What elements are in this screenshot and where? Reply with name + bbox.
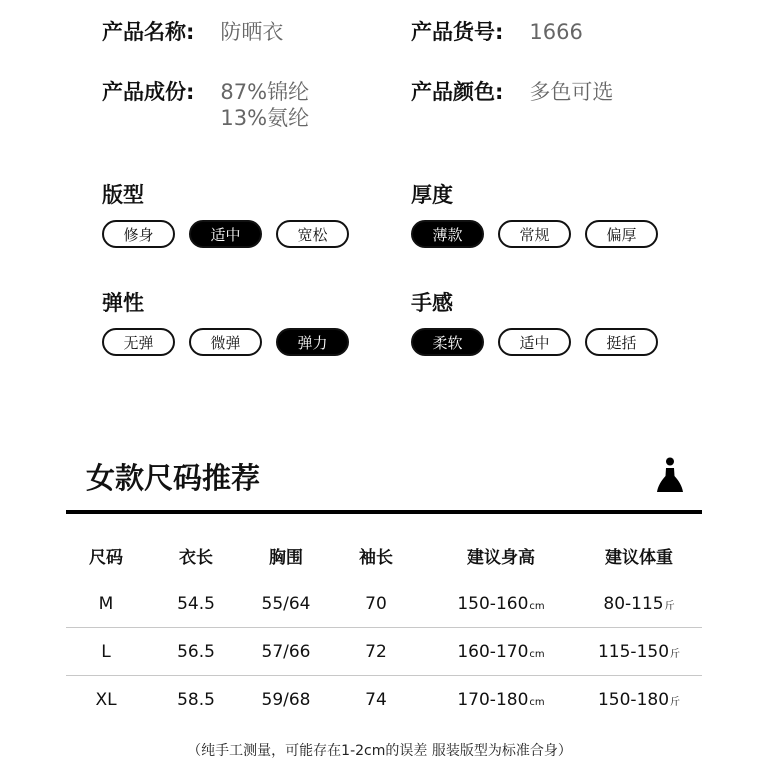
cell-size: XL	[95, 690, 117, 710]
cell-length: 58.5	[177, 690, 215, 710]
attr-option[interactable]: 挺括	[585, 328, 658, 356]
column-header: 袖长	[359, 547, 393, 568]
height-value: 160-170	[457, 641, 529, 662]
cell-length: 56.5	[177, 641, 215, 662]
attr-hand-feel	[411, 290, 658, 356]
cell-weight	[576, 642, 702, 662]
attr-option[interactable]: 常规	[498, 220, 571, 248]
height-unit: cm	[529, 648, 545, 660]
cell-size: M	[98, 593, 114, 614]
cell-weight	[576, 690, 702, 710]
table-row	[66, 580, 702, 628]
attr-title: 弹性	[102, 291, 144, 315]
info-value: 多色可选	[529, 80, 614, 104]
attr-option[interactable]: 宽松	[276, 220, 349, 248]
info-value: 87%锦纶	[220, 80, 310, 104]
attr-title: 手感	[411, 291, 453, 315]
height-value: 170-180	[457, 690, 529, 710]
size-table	[66, 530, 702, 724]
info-value: 防晒衣	[220, 20, 284, 44]
info-product-code	[411, 19, 583, 45]
table-header-row	[66, 530, 702, 580]
attr-option[interactable]: 修身	[102, 220, 175, 248]
info-value: 1666	[529, 20, 583, 44]
height-unit: cm	[529, 697, 545, 708]
info-label: 产品名称:	[102, 20, 195, 44]
attr-option[interactable]: 弹力	[276, 328, 349, 356]
weight-unit: 斤	[670, 648, 681, 660]
column-header: 尺码	[89, 547, 123, 568]
attr-elasticity	[102, 290, 349, 356]
woman-icon	[656, 457, 684, 499]
attr-options	[411, 220, 658, 248]
attr-options	[411, 328, 658, 356]
attr-option[interactable]: 适中	[189, 220, 262, 248]
info-label: 产品颜色:	[411, 80, 504, 104]
cell-height	[426, 690, 576, 710]
info-composition	[102, 79, 309, 131]
info-value: 13%氨纶	[220, 106, 310, 130]
attr-options	[102, 220, 349, 248]
cell-chest: 55/64	[261, 593, 311, 614]
measurement-note: （纯手工测量，可能存在1-2cm的误差 服装版型为标准合身）	[187, 743, 572, 759]
cell-sleeve: 70	[365, 593, 387, 614]
info-product-name	[102, 19, 283, 45]
cell-chest: 59/68	[261, 690, 311, 710]
height-value: 150-160	[457, 593, 529, 614]
attr-fit	[102, 182, 349, 248]
size-section-title: 女款尺码推荐	[86, 461, 261, 495]
weight-unit: 斤	[664, 600, 675, 612]
cell-height	[426, 642, 576, 662]
attr-option[interactable]: 无弹	[102, 328, 175, 356]
attr-option[interactable]: 适中	[498, 328, 571, 356]
attr-thickness	[411, 182, 658, 248]
cell-size: L	[101, 641, 111, 662]
attr-options	[102, 328, 349, 356]
weight-unit: 斤	[670, 697, 681, 708]
weight-value: 150-180	[597, 690, 670, 710]
info-label: 产品货号:	[411, 20, 504, 44]
cell-sleeve: 74	[365, 690, 387, 710]
column-header: 衣长	[179, 547, 213, 568]
column-header: 胸围	[269, 547, 303, 568]
attr-title: 版型	[102, 183, 144, 207]
info-label: 产品成份:	[102, 80, 195, 104]
attr-option[interactable]: 微弹	[189, 328, 262, 356]
weight-value: 80-115	[603, 593, 664, 614]
cell-weight	[576, 594, 702, 614]
info-color	[411, 79, 613, 105]
column-header: 建议体重	[605, 547, 673, 568]
cell-length: 54.5	[177, 593, 215, 614]
cell-sleeve: 72	[365, 641, 387, 662]
section-divider	[66, 510, 702, 514]
attr-option[interactable]: 薄款	[411, 220, 484, 248]
table-row	[66, 676, 702, 724]
cell-height	[426, 594, 576, 614]
table-row	[66, 628, 702, 676]
height-unit: cm	[529, 600, 545, 612]
column-header: 建议身高	[467, 547, 535, 568]
cell-chest: 57/66	[261, 641, 311, 662]
weight-value: 115-150	[597, 641, 670, 662]
attr-title: 厚度	[411, 183, 453, 207]
attr-option[interactable]: 柔软	[411, 328, 484, 356]
attr-option[interactable]: 偏厚	[585, 220, 658, 248]
